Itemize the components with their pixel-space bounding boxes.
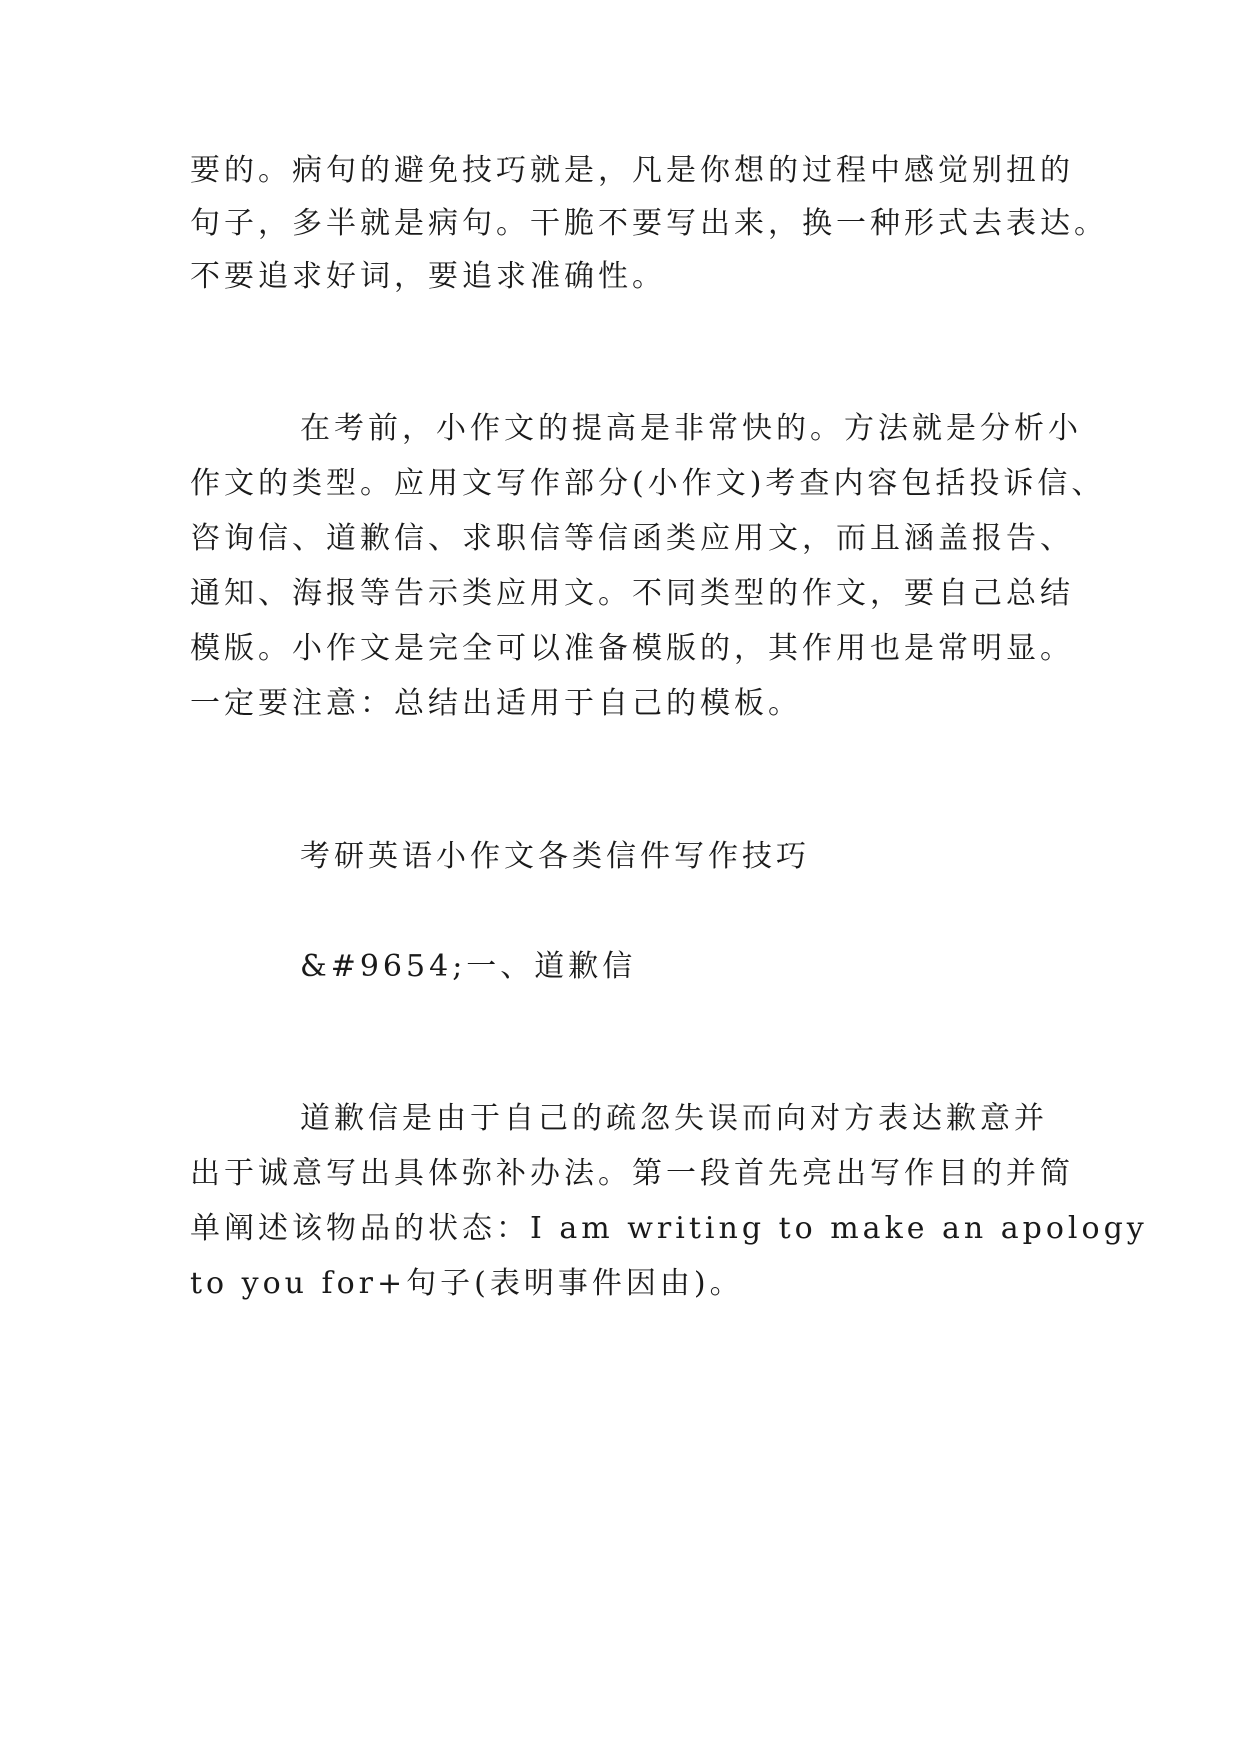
paragraph-2-line-6: 一定要注意：总结出适用于自己的模板。 xyxy=(190,686,802,721)
paragraph-3-line-1: 道歉信是由于自己的疏忽失误而向对方表达歉意并 xyxy=(300,1101,1048,1136)
paragraph-2-line-4: 通知、海报等告示类应用文。不同类型的作文，要自己总结 xyxy=(190,576,1074,611)
section-heading: 考研英语小作文各类信件写作技巧 xyxy=(300,839,810,874)
paragraph-1-line-3: 不要追求好词，要追求准确性。 xyxy=(190,259,666,294)
paragraph-1-line-1: 要的。病句的避免技巧就是，凡是你想的过程中感觉别扭的 xyxy=(190,153,1074,188)
paragraph-1-line-2: 句子，多半就是病句。干脆不要写出来，换一种形式去表达。 xyxy=(190,206,1108,241)
paragraph-2-line-2: 作文的类型。应用文写作部分(小作文)考查内容包括投诉信、 xyxy=(190,466,1106,501)
paragraph-2-line-5: 模版。小作文是完全可以准备模版的，其作用也是常明显。 xyxy=(190,631,1074,666)
section-subheading: &#9654;一、道歉信 xyxy=(300,949,637,984)
paragraph-3-line-3: 单阐述该物品的状态：I am writing to make an apology xyxy=(190,1211,1148,1246)
paragraph-3-line-4: to you for+句子(表明事件因由)。 xyxy=(190,1266,744,1301)
paragraph-2-line-3: 咨询信、道歉信、求职信等信函类应用文，而且涵盖报告、 xyxy=(190,521,1074,556)
paragraph-3-line-2: 出于诚意写出具体弥补办法。第一段首先亮出写作目的并简 xyxy=(190,1156,1074,1191)
paragraph-2-line-1: 在考前，小作文的提高是非常快的。方法就是分析小 xyxy=(300,411,1082,446)
